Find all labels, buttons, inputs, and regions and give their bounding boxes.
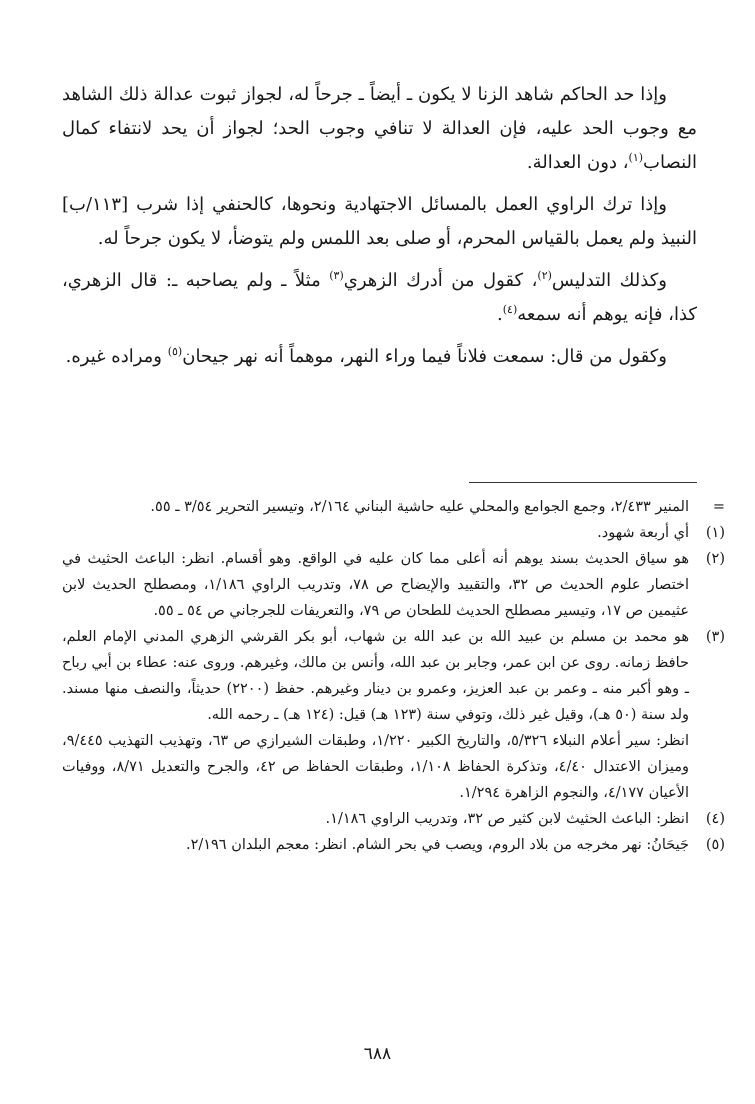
footnote-2: (٢) هو سياق الحديث بسند يوهم أنه أعلى مما كان عليه في الواقع. وهو أقسام. انظر: الباعث الحثيث في اختصار علوم الحديث ص ٣٢، والتقييد والإيضاح ص ٧٨، وتدريب الراوي ١/١٨٦، ومصطلح الحديث لابن عثيمين ص ١٧، وتيسير مصطلح الحديث للطحان ص ٧٩، والتعريفات للجرجاني ص ٥٤ ـ ٥٥. xyxy=(62,546,725,624)
footnote-ref-3[interactable]: (٣) xyxy=(329,269,344,282)
page-number: ٦٨٨ xyxy=(363,1044,392,1064)
paragraph-2: وإذا ترك الراوي العمل بالمسائل الاجتهادية ونحوها، كالحنفي إذا شرب [١١٣/ب] النبيذ ولم يعمل بالقياس المحرم، أو صلى بعد اللمس ولم يتوضأ، لا يكون جرحاً له. xyxy=(62,194,697,249)
footnote-3: (٣) هو محمد بن مسلم بن عبيد الله بن عبد الله بن شهاب، أبو بكر القرشي الزهري المدني الإمام العلم، حافظ زمانه. روى عن ابن عمر، وجابر بن عبد الله، وأنس بن مالك، وغيرهم. وروى عنه: عطاء بن أبي رباح ـ وهو أكبر منه ـ وعمر بن عبد العزيز، وعمرو بن دينار وغيرهم. حفظ (٢٢٠٠) حديثاً، والنصف منها مسند. ولد سنة (٥٠ هـ)، وقيل غير ذلك، وتوفي سنة (١٢٣ هـ) قيل: (١٢٤ هـ) ـ رحمه الله. xyxy=(62,624,725,728)
footnote-ref-5[interactable]: (٥) xyxy=(167,345,183,358)
footnote-3-continued: انظر: سير أعلام النبلاء ٥/٣٢٦، والتاريخ الكبير ١/٢٢٠، وطبقات الشيرازي ص ٦٣، وتهذيب التهذيب ٩/٤٤٥، وميزان الاعتدال ٤/٤٠، وتذكرة الحفاظ ١/١٠٨، وطبقات الحفاظ ص ٤٢، والجرح والتعديل ٨/٧١، ووفيات الأعيان ٤/١٧٧، والنجوم الزاهرة ١/٢٩٤. xyxy=(62,733,689,801)
continuation-mark: = xyxy=(712,499,725,515)
footnotes xyxy=(62,494,725,858)
footnote-4: (٤) انظر: الباعث الحثيث لابن كثير ص ٣٢، وتدريب الراوي ١/١٨٦. xyxy=(62,806,725,832)
paragraph-1: وإذا حد الحاكم شاهد الزنا لا يكون ـ أيضاً ـ جرحاً له، لجواز ثبوت عدالة ذلك الشاهد مع وجوب الحد عليه، فإن العدالة لا تنافي وجوب الحد؛ لجواز أن يحد لانتفاء كمال النصاب$^{(١)}$، دون العدالة. xyxy=(62,84,697,173)
footnote-number: (٤) xyxy=(705,811,725,827)
footnote-ref-2[interactable]: (٢) xyxy=(537,269,552,282)
footnote-number: (١) xyxy=(705,525,725,541)
paragraph-3: وكذلك التدليس$^{(٢)}$، كقول من أدرك الزهري$^{(٣)}$ مثلاً ـ ولم يصاحبه ـ: قال الزهري، كذا، فإنه يوهم أنه سمعه$^{(٤)}$. xyxy=(62,269,697,325)
paragraph-4: وكقول من قال: سمعت فلاناً فيما وراء النهر، موهماً أنه نهر جيحان$^{(٥)}$ ومراده غيره. xyxy=(65,345,667,367)
footnote-number: (٥) xyxy=(705,837,725,853)
footnote-5: (٥) جَيحَانُ: نهر مخرجه من بلاد الروم، ويصب في بحر الشام. انظر: معجم البلدان ٢/١٩٦. xyxy=(62,832,725,858)
main-text xyxy=(62,78,697,382)
footnote-number: (٢) xyxy=(705,551,725,567)
footnote-separator xyxy=(469,482,697,483)
footnote-1: (١) أي أربعة شهود. xyxy=(62,520,725,546)
footnote-number: (٣) xyxy=(705,629,725,645)
footnote-ref-4[interactable]: (٤) xyxy=(502,303,518,316)
footnote-continued: = المنير ٢/٤٣٣، وجمع الجوامع والمحلي عليه حاشية البناني ٢/١٦٤، وتيسير التحرير ٣/٥٤ ـ ٥٥. xyxy=(62,494,725,520)
footnote-ref-1[interactable]: (١) xyxy=(628,151,644,164)
